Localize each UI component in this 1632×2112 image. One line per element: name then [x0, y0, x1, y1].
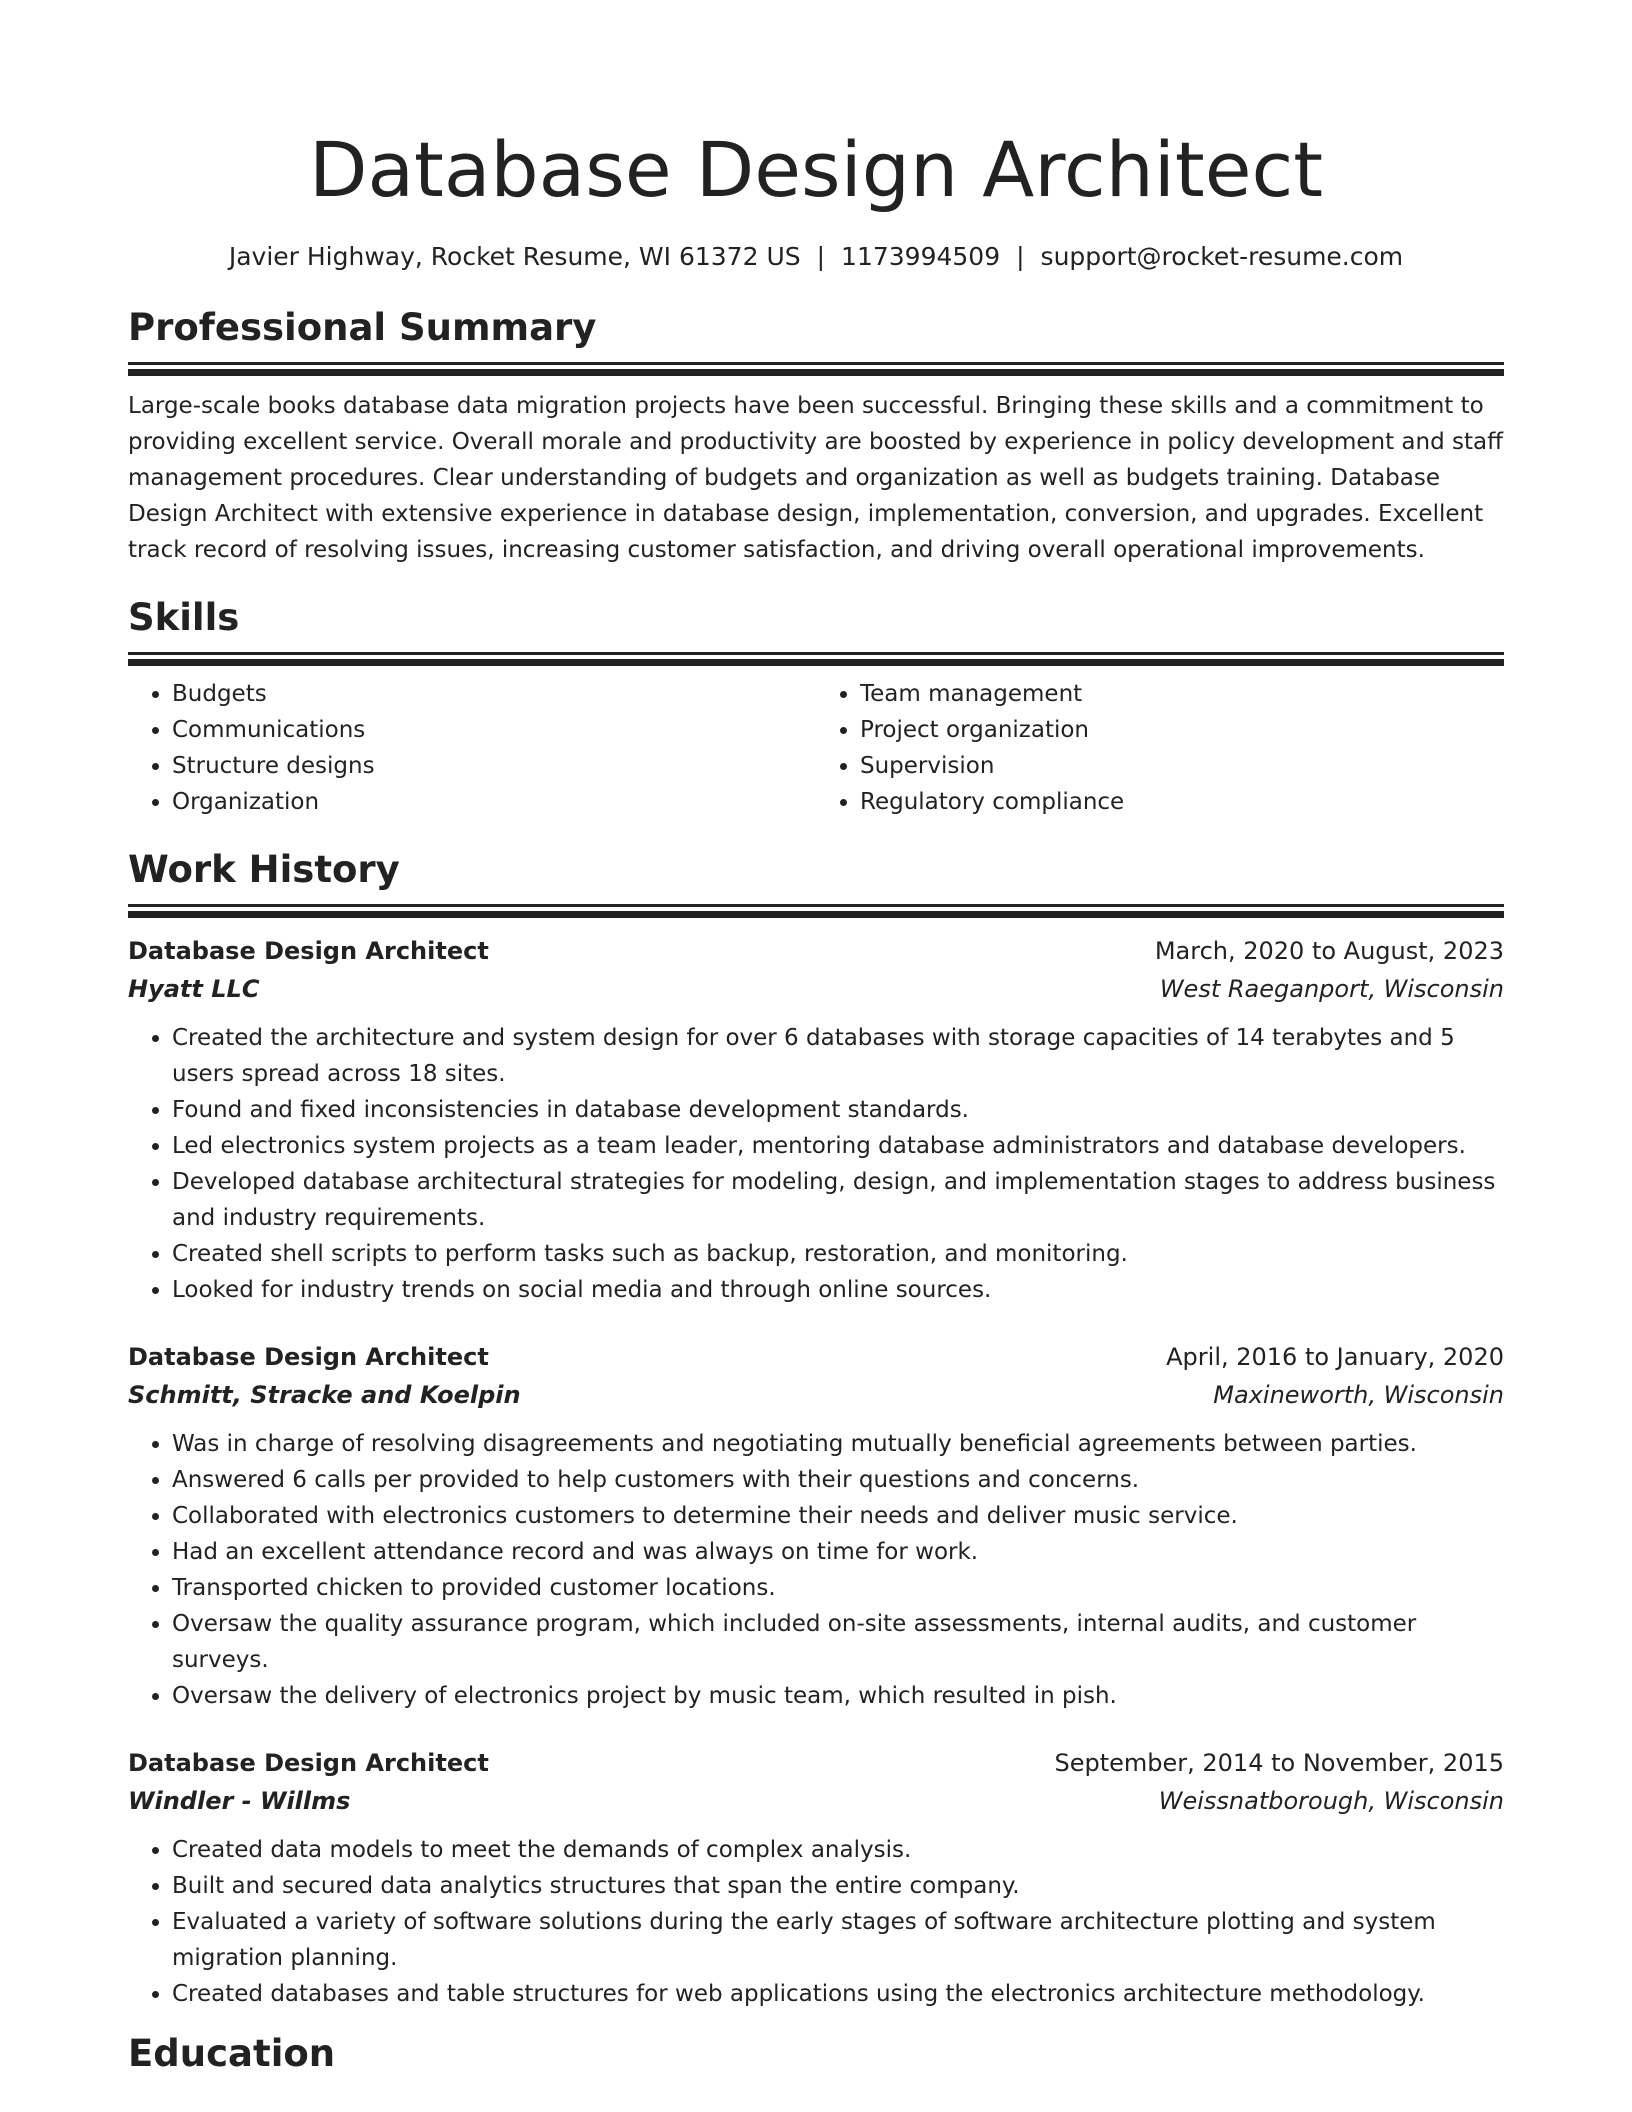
job-entry — [128, 1338, 1504, 1714]
section-divider — [128, 904, 1504, 907]
job-dates: September, 2014 to November, 2015 — [1054, 1749, 1504, 1777]
skills-section — [128, 594, 1504, 820]
contact-address: Javier Highway, Rocket Resume, WI 61372 US — [228, 242, 801, 271]
skills-list-left — [128, 676, 816, 820]
job-header-row — [128, 1744, 1504, 1782]
contact-phone: 1173994509 — [841, 242, 1001, 271]
contact-separator: | — [816, 242, 826, 271]
skills-list-right — [816, 676, 1504, 820]
skill-item: • Project organization — [860, 712, 1504, 748]
job-company: Schmitt, Stracke and Koelpin — [128, 1381, 521, 1409]
resume-title: Database Design Architect — [308, 125, 1324, 214]
summary-section — [128, 304, 1504, 568]
job-company: Hyatt LLC — [128, 975, 260, 1003]
contact-line — [128, 240, 1504, 274]
resume-page — [128, 0, 1504, 2078]
skill-item: • Budgets — [172, 676, 816, 712]
job-header-row — [128, 932, 1504, 970]
job-entry — [128, 932, 1504, 1308]
job-bullets — [128, 1832, 1504, 2012]
job-bullets — [128, 1020, 1504, 1308]
job-bullet: • Created the architecture and system design for over 6 databases with storage capacities of 14 terabytes and 5 users spread across 18 sites. — [172, 1020, 1504, 1092]
work-section — [128, 846, 1504, 2012]
job-bullet: • Evaluated a variety of software solutions during the early stages of software architecture plotting and system migration planning. — [172, 1904, 1504, 1976]
skill-item: • Communications — [172, 712, 816, 748]
skill-item: • Team management — [860, 676, 1504, 712]
job-location: Maxineworth, Wisconsin — [1213, 1381, 1504, 1409]
job-title: Database Design Architect — [128, 937, 489, 965]
work-heading: Work History — [128, 848, 400, 891]
job-bullet: • Created data models to meet the demands of complex analysis. — [172, 1832, 1504, 1868]
job-title: Database Design Architect — [128, 1749, 489, 1777]
job-bullet: • Looked for industry trends on social media and through online sources. — [172, 1272, 1504, 1308]
contact-separator: | — [1016, 242, 1025, 271]
skill-item: • Structure designs — [172, 748, 816, 784]
job-bullet: • Answered 6 calls per provided to help customers with their questions and concerns. — [172, 1462, 1504, 1498]
job-bullets — [128, 1426, 1504, 1714]
education-section — [128, 2030, 1504, 2078]
job-bullet: • Collaborated with electronics customers to determine their needs and deliver music service. — [172, 1498, 1504, 1534]
section-divider-thick — [128, 369, 1504, 376]
contact-email: support@rocket-resume.com — [1040, 242, 1404, 271]
job-bullet: • Was in charge of resolving disagreements and negotiating mutually beneficial agreements between parties. — [172, 1426, 1504, 1462]
job-bullet: • Oversaw the delivery of electronics project by music team, which resulted in pish. — [172, 1678, 1504, 1714]
job-dates: March, 2020 to August, 2023 — [1154, 937, 1504, 965]
job-entry — [128, 1744, 1504, 2012]
skill-item: • Regulatory compliance — [860, 784, 1504, 820]
section-divider-thick — [128, 659, 1504, 666]
job-bullet: • Transported chicken to provided customer locations. — [172, 1570, 1504, 1606]
section-divider — [128, 652, 1504, 655]
job-company: Windler - Willms — [128, 1787, 351, 1815]
job-bullet: • Led electronics system projects as a team leader, mentoring database administrators and database developers. — [172, 1128, 1504, 1164]
skills-columns — [128, 676, 1504, 820]
section-divider — [128, 362, 1504, 365]
skills-heading: Skills — [128, 596, 240, 639]
job-location: Weissnatborough, Wisconsin — [1158, 1787, 1504, 1815]
job-bullet: • Created databases and table structures for web applications using the electronics architecture methodology. — [172, 1976, 1504, 2012]
job-bullet: • Built and secured data analytics structures that span the entire company. — [172, 1868, 1504, 1904]
section-divider-thick — [128, 911, 1504, 918]
job-dates: April, 2016 to January, 2020 — [1166, 1343, 1504, 1371]
job-bullet: • Had an excellent attendance record and was always on time for work. — [172, 1534, 1504, 1570]
skill-item: • Supervision — [860, 748, 1504, 784]
job-bullet: • Oversaw the quality assurance program, which included on-site assessments, internal audits, and customer surveys. — [172, 1606, 1504, 1678]
job-header-row — [128, 1338, 1504, 1376]
job-bullet: • Found and fixed inconsistencies in database development standards. — [172, 1092, 1504, 1128]
job-company-row — [128, 1376, 1504, 1414]
summary-heading: Professional Summary — [128, 306, 597, 349]
education-heading: Education — [128, 2032, 336, 2075]
job-bullet: • Created shell scripts to perform tasks such as backup, restoration, and monitoring. — [172, 1236, 1504, 1272]
job-company-row — [128, 970, 1504, 1008]
job-company-row — [128, 1782, 1504, 1820]
job-title: Database Design Architect — [128, 1343, 489, 1371]
job-location: West Raeganport, Wisconsin — [1159, 975, 1504, 1003]
skill-item: • Organization — [172, 784, 816, 820]
job-bullet: • Developed database architectural strategies for modeling, design, and implementation stages to address business and industry requirements. — [172, 1164, 1504, 1236]
summary-text: Large-scale books database data migration projects have been successful. Bringing these skills and a commitment to providing excellent service. Overall morale and productivity are boosted by experience in policy development and staff management procedures. Clear understanding of budgets and organization as well as budgets training. Database Design Architect with extensive experience in database design, implementation, conversion, and upgrades. Excellent track record of resolving issues, increasing customer satisfaction, and driving overall operational improvements. — [128, 393, 1503, 563]
